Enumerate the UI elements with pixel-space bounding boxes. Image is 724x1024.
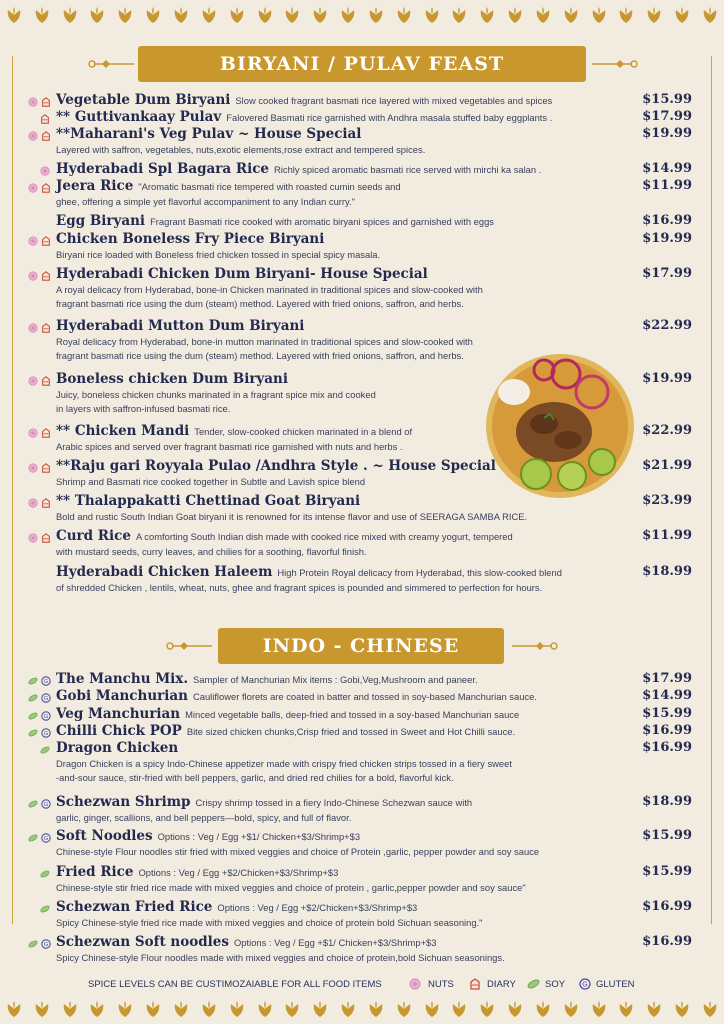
diary-icon (41, 460, 51, 478)
menu-item-price: $19.99 (642, 371, 692, 386)
nuts-icon (28, 128, 38, 146)
tulip-border-icon (646, 1000, 662, 1018)
gluten-icon (41, 708, 51, 726)
menu-item-name (56, 126, 361, 142)
menu-item-price: $23.99 (642, 493, 692, 508)
biryani-section-title: BIRYANI / PULAV FEAST (219, 53, 505, 75)
menu-item-price: $21.99 (642, 458, 692, 473)
menu-item-title: Veg Manchurian (56, 706, 181, 722)
menu-item-inline-description: Bite sized chicken chunks,Crisp fried and tossed in Sweet and Hot Chilli sauce. (186, 726, 516, 737)
tulip-border-icon (89, 1000, 105, 1018)
menu-item-name (56, 688, 537, 704)
tulip-border-icon (563, 6, 579, 24)
menu-item-price: $15.99 (642, 92, 692, 107)
menu-item-price: $18.99 (642, 794, 692, 809)
soy-icon (28, 796, 38, 814)
menu-item-name (56, 740, 178, 756)
tulip-border-icon (479, 6, 495, 24)
tulip-border-icon (535, 6, 551, 24)
svg-text:G: G (43, 696, 49, 703)
right-flourish-icon (590, 58, 638, 70)
nuts-icon (28, 233, 38, 251)
diary-icon (41, 268, 51, 286)
tulip-border-icon (284, 1000, 300, 1018)
allergen-icons (28, 495, 51, 513)
gluten-icon (579, 978, 591, 993)
tulip-border-icon (451, 1000, 467, 1018)
allergen-icons (28, 460, 51, 478)
menu-item-inline-description: Crispy shrimp tossed in a fiery Indo-Chinese Schezwan sauce with (195, 797, 473, 808)
menu-item-inline-description: Options : Veg / Egg +$1/ Chicken+$3/Shrimp+$3 (234, 937, 437, 948)
gluten-icon (41, 796, 51, 814)
tulip-border-icon (284, 6, 300, 24)
menu-item-price: $15.99 (642, 864, 692, 879)
tulip-border-icon (229, 1000, 245, 1018)
menu-item-title: Fried Rice (56, 864, 134, 880)
allergen-icons (28, 725, 51, 743)
menu-item-price: $14.99 (642, 688, 692, 703)
tulip-border-icon (646, 6, 662, 24)
indo-chinese-section-banner (218, 628, 504, 664)
menu-item-price: $16.99 (642, 213, 692, 228)
nuts-icon (28, 373, 38, 391)
diary-icon (41, 233, 51, 251)
allergen-icons (28, 936, 51, 954)
menu-item-price: $16.99 (642, 934, 692, 949)
menu-item-inline-description: A comforting South Indian dish made with cooked rice mixed with creamy yogurt, tempered (135, 531, 513, 542)
menu-item-name (56, 723, 515, 739)
menu-item-name (56, 458, 496, 474)
menu-item-title: Hyderabadi Mutton Dum Biryani (56, 318, 305, 334)
menu-item-description: with mustard seeds, curry leaves, and chilies for a soothing, flavorful finish. (56, 546, 367, 557)
svg-text:G: G (43, 731, 49, 738)
menu-item-title: ** Chicken Mandi (56, 423, 190, 439)
diary-icon (41, 373, 51, 391)
diary-icon (41, 320, 51, 338)
soy-icon (28, 690, 38, 708)
menu-item-description: Arabic spices and served over fragrant basmati rice garnished with nuts and herbs . (56, 441, 403, 452)
biryani-section-banner (138, 46, 586, 82)
diary-icon (41, 180, 51, 198)
svg-text:G: G (43, 714, 49, 721)
soy-icon (40, 866, 50, 884)
tulip-border-icon (674, 1000, 690, 1018)
menu-item-price: $18.99 (642, 564, 692, 579)
tulip-border-icon (507, 6, 523, 24)
tulip-border-icon (368, 1000, 384, 1018)
menu-item-name (56, 671, 478, 687)
menu-item-inline-description: Falovered Basmati rice garnished with Andhra masala stuffed baby eggplants . (226, 112, 553, 123)
menu-item-name (56, 161, 541, 177)
menu-item-name (56, 318, 304, 334)
menu-item-description: fragrant basmati rice using the dum (steam) method. Layered with fried onions, saffron, and herbs. (56, 350, 464, 361)
nuts-icon (28, 530, 38, 548)
allergen-icons (28, 320, 51, 338)
menu-item-description: Chinese-style Flour noodles stir fried with mixed veggies and choice of Protein ,garlic, pepper powder and soy sauce (56, 846, 540, 857)
menu-item-name (56, 371, 288, 387)
tulip-border-icon (424, 1000, 440, 1018)
menu-item-name (56, 899, 417, 915)
allergen-icons (28, 673, 51, 691)
menu-item-title: Chicken Boneless Fry Piece Biryani (56, 231, 325, 247)
soy-icon (28, 708, 38, 726)
nuts-icon (28, 94, 38, 112)
gluten-label: GLUTEN (596, 979, 635, 990)
allergen-icons (28, 690, 51, 708)
tulip-border-icon (618, 1000, 634, 1018)
left-flourish-icon (88, 58, 136, 70)
left-border-line (12, 56, 13, 924)
tulip-border-icon (257, 6, 273, 24)
menu-item-title: **Maharani's Veg Pulav ~ House Special (56, 126, 362, 142)
allergen-icons (40, 742, 50, 760)
menu-item-price: $17.99 (642, 671, 692, 686)
menu-item-inline-description: Options : Veg / Egg +$1/ Chicken+$3/Shrimp+$3 (157, 831, 361, 842)
menu-item-name (56, 493, 360, 509)
tulip-border-icon (674, 6, 690, 24)
menu-item-price: $17.99 (642, 266, 692, 281)
svg-text:G: G (43, 679, 49, 686)
menu-item-price: $17.99 (642, 109, 692, 124)
soy-icon (28, 936, 38, 954)
diary-icon (40, 111, 50, 129)
tulip-border-icon (535, 1000, 551, 1018)
menu-item-description: in layers with saffron-infused basmati rice. (56, 403, 231, 414)
menu-item-title: Chilli Chick POP (56, 723, 182, 739)
allergen-icons (28, 268, 51, 286)
menu-item-description: ghee, offering a simple yet flavorful accompaniment to any Indian curry." (56, 196, 355, 207)
menu-item-price: $19.99 (642, 126, 692, 141)
menu-item-description: Spicy Chinese-style Flour noodles made with mixed veggies and choice of protein,bold Sichuan seasonings. (56, 952, 505, 963)
right-flourish-icon (510, 640, 558, 652)
menu-item-inline-description: High Protein Royal delicacy from Hyderabad, this slow-cooked blend (277, 567, 562, 578)
menu-item-title: Vegetable Dum Biryani (56, 92, 231, 108)
menu-item-title: Soft Noodles (56, 828, 153, 844)
soy-icon (28, 830, 38, 848)
allergen-icons (28, 94, 51, 112)
menu-item-price: $16.99 (642, 899, 692, 914)
tulip-border-icon (368, 6, 384, 24)
tulip-border-icon (340, 1000, 356, 1018)
tulip-border-icon (145, 6, 161, 24)
tulip-border-icon (396, 1000, 412, 1018)
tulip-border-icon (563, 1000, 579, 1018)
nuts-label: NUTS (428, 979, 454, 990)
menu-item-name (56, 423, 412, 439)
menu-item-title: Schezwan Fried Rice (56, 899, 213, 915)
allergen-icons (28, 233, 51, 251)
menu-item-description: of shredded Chicken , lentils, wheat, nuts, ghee and fragrant spices is pounded and simmered to perfection for hours. (56, 582, 543, 593)
nuts-icon (40, 163, 50, 181)
menu-item-name (56, 794, 472, 810)
tulip-border-icon (173, 6, 189, 24)
allergen-icons (28, 373, 51, 391)
nuts-icon (28, 460, 38, 478)
menu-item-price: $15.99 (642, 828, 692, 843)
tulip-border-icon (702, 1000, 718, 1018)
allergen-icons (40, 163, 50, 181)
menu-item-description: Biryani rice loaded with Boneless fried chicken tossed in special spicy masala. (56, 249, 381, 260)
gluten-icon (41, 830, 51, 848)
tulip-border-icon (257, 1000, 273, 1018)
menu-item-inline-description: Options : Veg / Egg +$2/Chicken+$3/Shrimp+$3 (217, 902, 418, 913)
menu-item-description: Shrimp and Basmati rice cooked together in Subtle and Lavish spice blend (56, 476, 366, 487)
tulip-border-icon (702, 6, 718, 24)
menu-item-inline-description: Tender, slow-cooked chicken marinated in a blend of (194, 426, 413, 437)
menu-item-name (56, 564, 562, 580)
tulip-border-icon (229, 6, 245, 24)
tulip-border-icon (340, 6, 356, 24)
menu-item-inline-description: "Aromatic basmati rice tempered with roasted cumin seeds and (138, 181, 401, 192)
soy-icon (40, 901, 50, 919)
menu-item-title: The Manchu Mix. (56, 671, 189, 687)
menu-item-title: **Raju gari Royyala Pulao /Andhra Style . ~ House Special (56, 458, 496, 474)
tulip-border-icon (312, 1000, 328, 1018)
menu-item-title: Dragon Chicken (56, 740, 179, 756)
svg-text:G: G (43, 802, 49, 809)
right-border-line (711, 56, 712, 924)
nuts-icon (28, 320, 38, 338)
nuts-icon (28, 495, 38, 513)
menu-item-name (56, 266, 428, 282)
left-flourish-icon (166, 640, 214, 652)
allergen-icons (28, 425, 51, 443)
soy-label: SOY (545, 979, 566, 990)
allergen-icons (40, 111, 50, 129)
diary-icon (41, 94, 51, 112)
menu-item-description: Juicy, boneless chicken chunks marinated in a fragrant spice mix and cooked (56, 389, 376, 400)
svg-text:G: G (43, 942, 49, 949)
top-border (0, 0, 724, 30)
menu-item-title: Hyderabadi Chicken Dum Biryani- House Special (56, 266, 428, 282)
soy-icon (527, 978, 540, 993)
svg-text:G: G (582, 981, 588, 989)
tulip-border-icon (6, 6, 22, 24)
tulip-border-icon (479, 1000, 495, 1018)
allergen-icons (28, 796, 51, 814)
bottom-border (0, 994, 724, 1024)
tulip-border-icon (451, 6, 467, 24)
gluten-icon (41, 725, 51, 743)
diary-icon (41, 495, 51, 513)
biryani-dish-image (484, 352, 636, 500)
tulip-border-icon (591, 6, 607, 24)
menu-item-title: Boneless chicken Dum Biryani (56, 371, 288, 387)
tulip-border-icon (201, 1000, 217, 1018)
menu-item-price: $15.99 (642, 706, 692, 721)
allergen-icons (28, 830, 51, 848)
menu-item-title: Hyderabadi Spl Bagara Rice (56, 161, 270, 177)
tulip-border-icon (145, 1000, 161, 1018)
gluten-icon (41, 673, 51, 691)
tulip-border-icon (117, 6, 133, 24)
menu-item-price: $16.99 (642, 740, 692, 755)
svg-text:G: G (43, 836, 49, 843)
diary-icon (41, 425, 51, 443)
tulip-border-icon (6, 1000, 22, 1018)
menu-item-price: $19.99 (642, 231, 692, 246)
menu-item-description: Layered with saffron, vegetables, nuts,exotic elements,rose extract and tempered spices. (56, 144, 426, 155)
diary-icon (41, 530, 51, 548)
tulip-border-icon (34, 1000, 50, 1018)
menu-item-title: ** Thalappakatti Chettinad Goat Biryani (56, 493, 361, 509)
menu-item-name (56, 109, 552, 125)
soy-icon (40, 742, 50, 760)
menu-item-description: fragrant basmati rice using the dum (steam) method. Layered with fried onions, saffron, and herbs. (56, 298, 464, 309)
tulip-border-icon (618, 6, 634, 24)
menu-item-inline-description: Fragrant Basmati rice cooked with aromatic biryani spices and garnished with eggs (150, 216, 494, 227)
diary-icon (41, 128, 51, 146)
menu-item-inline-description: Richly spiced aromatic basmati rice served with mirchi ka salan . (274, 164, 542, 175)
tulip-border-icon (507, 1000, 523, 1018)
tulip-border-icon (62, 6, 78, 24)
soy-icon (28, 725, 38, 743)
menu-item-description: Chinese-style stir fried rice made with mixed veggies and choice of protein , garlic,pepper powder and soy sauce" (56, 882, 526, 893)
allergen-icons (40, 866, 50, 884)
menu-item-price: $22.99 (642, 318, 692, 333)
tulip-border-icon (89, 6, 105, 24)
nuts-icon (28, 425, 38, 443)
diary-icon (469, 978, 481, 993)
allergen-icons (28, 530, 51, 548)
menu-item-price: $14.99 (642, 161, 692, 176)
gluten-icon (41, 936, 51, 954)
menu-item-description: Bold and rustic South Indian Goat biryani it is renowned for its intense flavor and use of SEERAGA SAMBA RICE. (56, 511, 528, 522)
indo-chinese-section-title: INDO - CHINESE (262, 635, 460, 657)
menu-item-inline-description: Minced vegetable balls, deep-fried and tossed in a soy-based Manchurian sauce (185, 709, 520, 720)
menu-item-inline-description: Cauliflower florets are coated in batter and tossed in soy-based Manchurian sauce. (192, 691, 537, 702)
menu-item-price: $11.99 (642, 178, 692, 193)
tulip-border-icon (396, 6, 412, 24)
tulip-border-icon (201, 6, 217, 24)
nuts-icon (28, 268, 38, 286)
menu-item-title: Schezwan Shrimp (56, 794, 191, 810)
allergen-icons (40, 901, 50, 919)
tulip-border-icon (117, 1000, 133, 1018)
tulip-border-icon (424, 6, 440, 24)
menu-item-name (56, 934, 437, 950)
menu-item-name (56, 528, 513, 544)
nuts-icon (409, 978, 421, 993)
menu-item-title: Egg Biryani (56, 213, 146, 229)
spice-level-note: SPICE LEVELS CAN BE CUSTIMOZAIABLE FOR ALL FOOD ITEMS (88, 979, 382, 990)
menu-item-name (56, 864, 338, 880)
gluten-icon (41, 690, 51, 708)
allergen-icons (28, 128, 51, 146)
tulip-border-icon (34, 6, 50, 24)
tulip-border-icon (312, 6, 328, 24)
nuts-icon (28, 180, 38, 198)
menu-item-description: Spicy Chinese-style fried rice made with mixed veggies and choice of protein bold Sichuan seasoning." (56, 917, 483, 928)
soy-icon (28, 673, 38, 691)
menu-item-name (56, 828, 360, 844)
allergen-icons (28, 708, 51, 726)
menu-item-price: $16.99 (642, 723, 692, 738)
tulip-border-icon (62, 1000, 78, 1018)
menu-item-description: A royal delicacy from Hyderabad, bone-in Chicken marinated in traditional spices and slow-cooked with (56, 284, 483, 295)
menu-item-title: Schezwan Soft noodles (56, 934, 230, 950)
menu-item-name (56, 213, 494, 229)
menu-item-title: Curd Rice (56, 528, 131, 544)
menu-item-name (56, 92, 552, 108)
menu-item-inline-description: Slow cooked fragrant basmati rice layered with mixed vegetables and spices (235, 95, 553, 106)
menu-item-title: Jeera Rice (56, 178, 134, 194)
menu-item-price: $22.99 (642, 423, 692, 438)
tulip-border-icon (173, 1000, 189, 1018)
menu-item-name (56, 178, 401, 194)
tulip-border-icon (591, 1000, 607, 1018)
menu-item-inline-description: Sampler of Manchurian Mix items : Gobi,Veg,Mushroom and paneer. (193, 674, 478, 685)
menu-item-name (56, 231, 324, 247)
menu-item-description: garlic, ginger, scallions, and bell peppers—bold, spicy, and full of flavor. (56, 812, 352, 823)
menu-item-inline-description: Options : Veg / Egg +$2/Chicken+$3/Shrimp+$3 (138, 867, 339, 878)
menu-item-description: Dragon Chicken is a spicy Indo-Chinese appetizer made with crispy fried chicken strips tossed in a fiery sweet (56, 758, 512, 769)
menu-item-name (56, 706, 519, 722)
menu-item-description: -and-sour sauce, stir-fried with bell peppers, garlic, and dried red chilies for a bold, flavorful kick. (56, 772, 454, 783)
menu-item-description: Royal delicacy from Hyderabad, bone-in mutton marinated in traditional spices and slow-cooked with (56, 336, 473, 347)
diary-label: DIARY (487, 979, 516, 990)
menu-item-price: $11.99 (642, 528, 692, 543)
allergen-icons (28, 180, 51, 198)
menu-item-title: Gobi Manchurian (56, 688, 188, 704)
menu-item-title: ** Guttivankaay Pulav (56, 109, 222, 125)
menu-item-title: Hyderabadi Chicken Haleem (56, 564, 273, 580)
